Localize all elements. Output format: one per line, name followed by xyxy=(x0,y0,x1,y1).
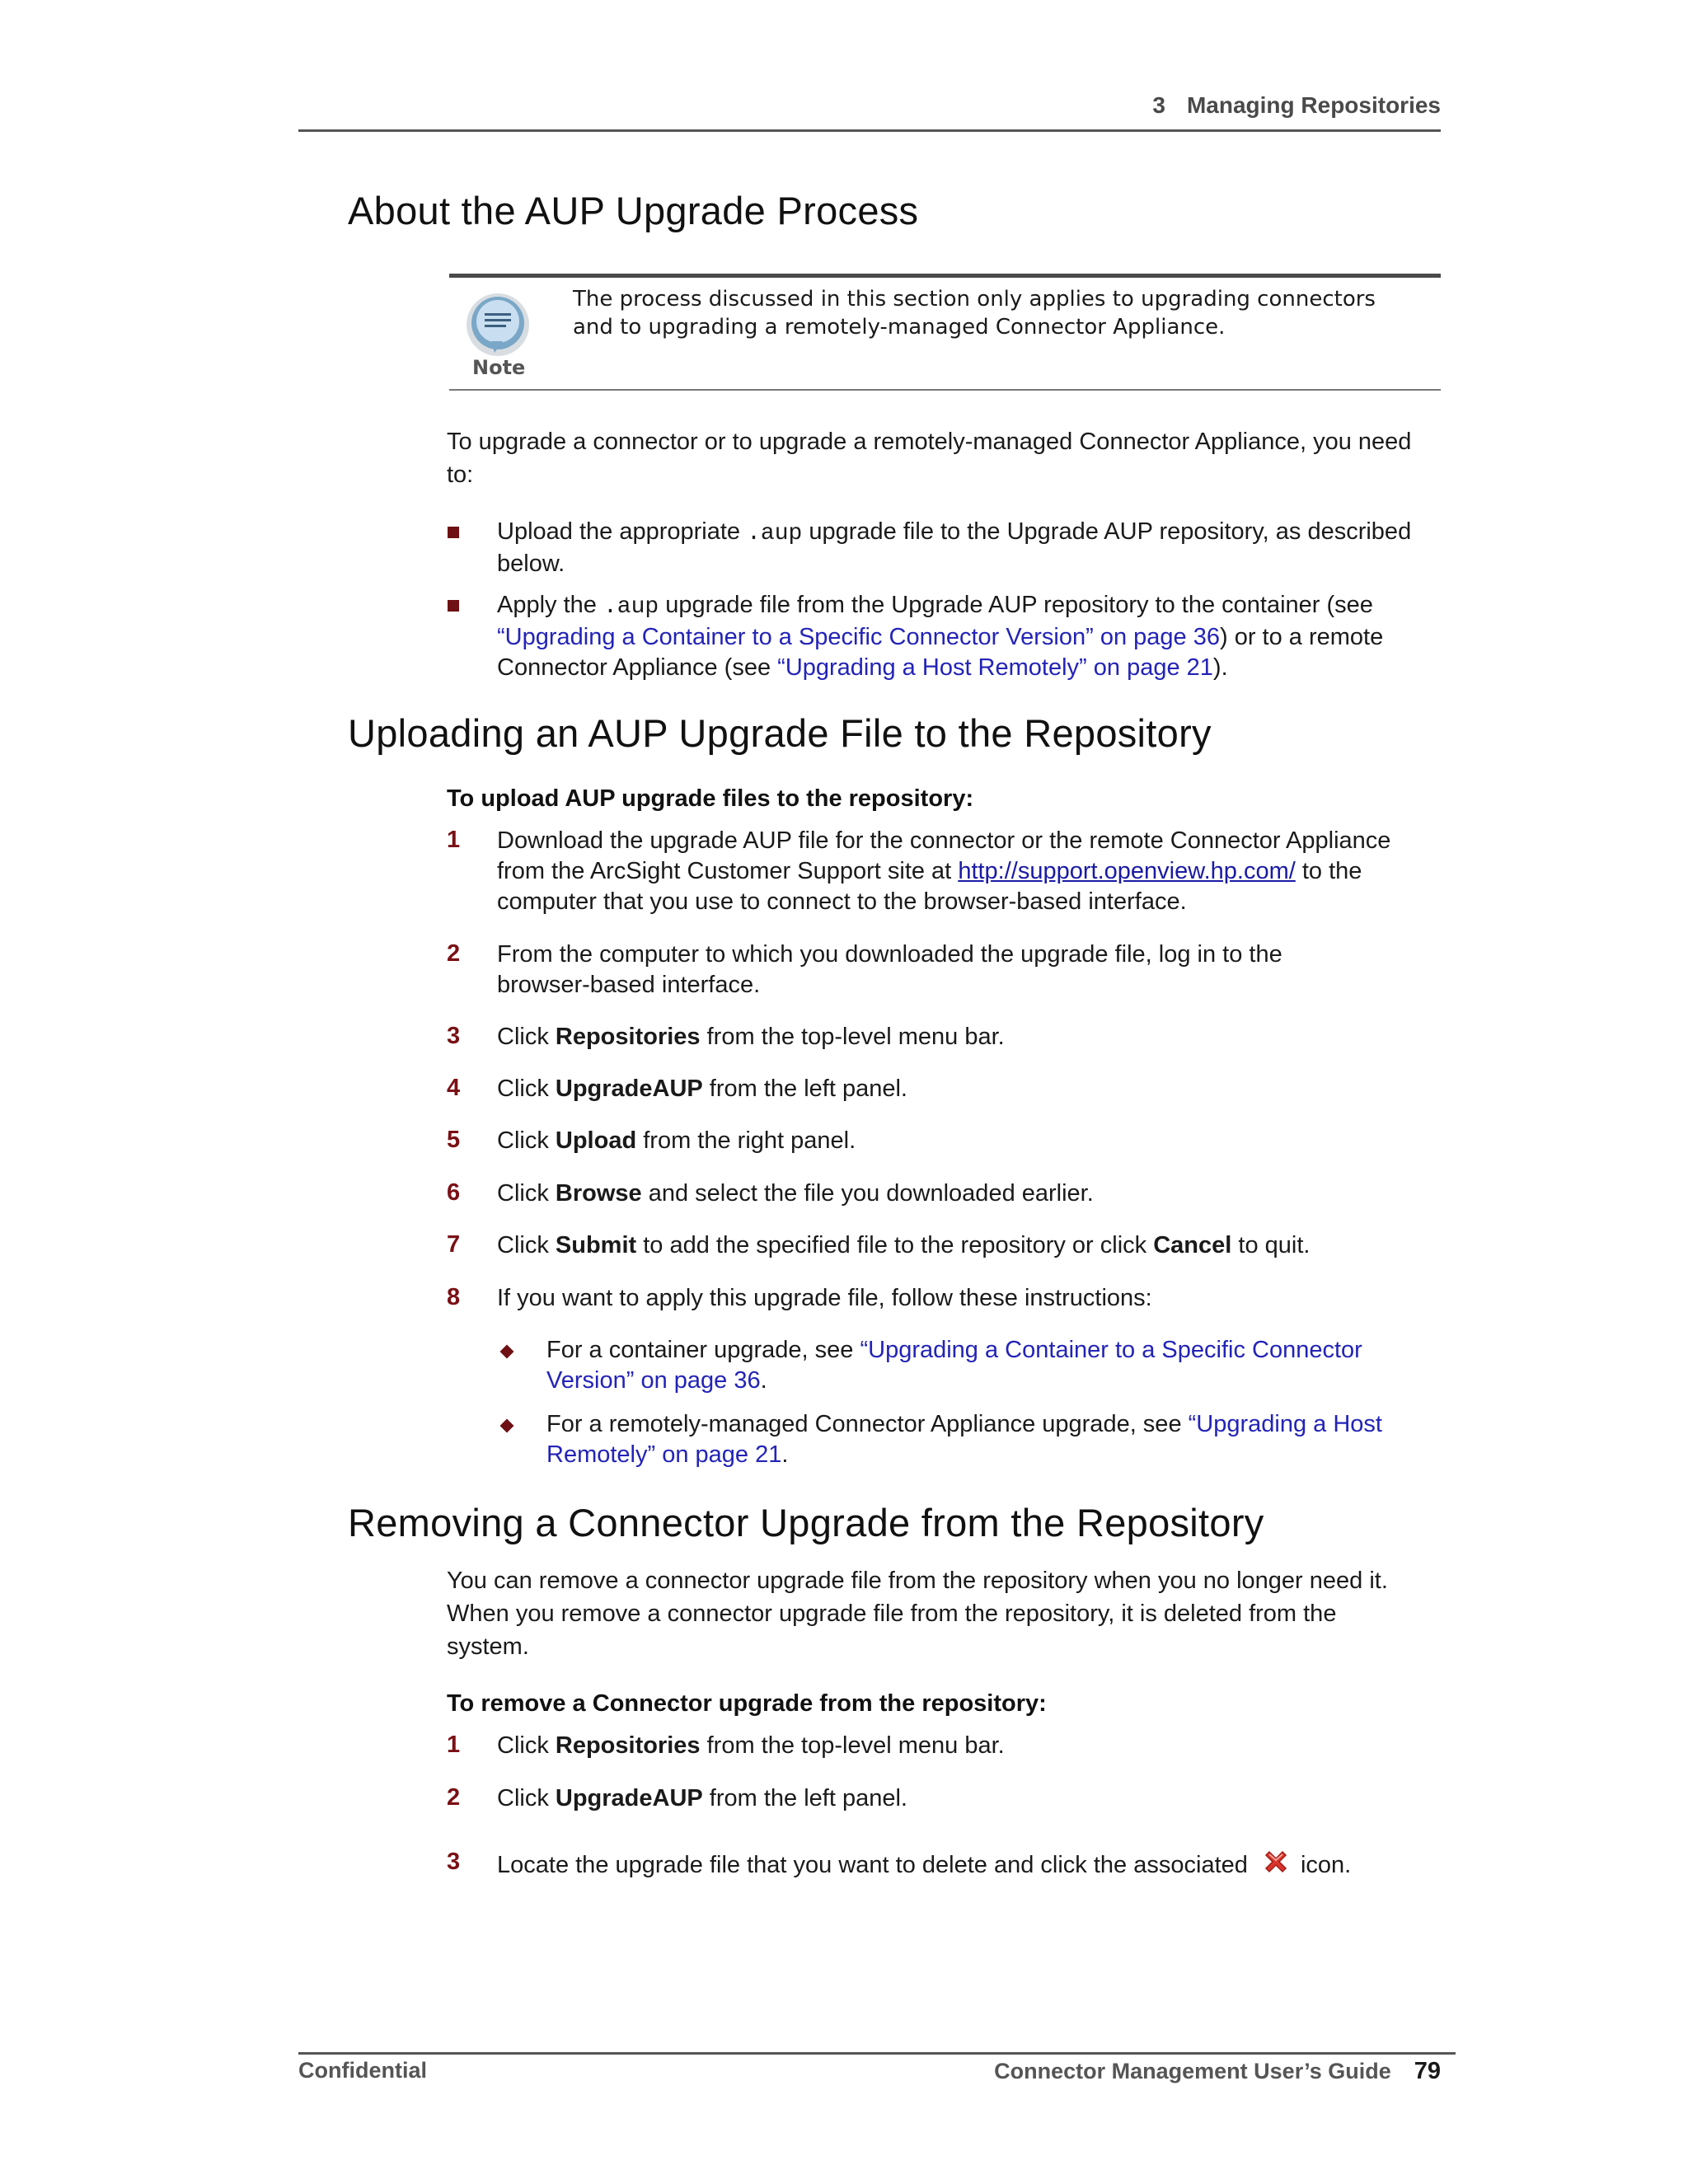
link-upgrading-container[interactable]: “Upgrading a Container to a Specific Connector Version” on page 36 xyxy=(497,624,1220,650)
remove-step2-text-a: Click xyxy=(497,1785,556,1811)
step-number: 6 xyxy=(447,1179,461,1206)
step4-text-c: from the left panel. xyxy=(702,1076,907,1102)
remove-intro-line-1: You can remove a connector upgrade file from the repository when you no longer need it. xyxy=(447,1568,1388,1594)
bullet2-text-b: upgrade file from the Upgrade AUP repository to the container (see xyxy=(659,592,1373,618)
aup-code: .aup xyxy=(603,594,659,620)
ui-term-cancel: Cancel xyxy=(1153,1232,1232,1258)
link-upgrading-host-line1[interactable]: “Upgrading a Host xyxy=(1188,1411,1382,1437)
bullet2-text-e: ). xyxy=(1212,654,1228,681)
bullet2-text-c: ) or to a remote xyxy=(1219,624,1384,650)
step-click-submit xyxy=(497,1230,1310,1261)
ui-term-upgradeaup: UpgradeAUP xyxy=(555,1785,703,1811)
chapter-title: Managing Repositories xyxy=(1186,92,1441,118)
link-upgrading-container-line1[interactable]: “Upgrading a Container to a Specific Connector xyxy=(860,1337,1362,1363)
footer-rule xyxy=(298,2052,1456,2055)
step-number: 1 xyxy=(447,827,461,853)
step-number: 1 xyxy=(447,1732,461,1758)
chapter-number: 3 xyxy=(1152,92,1165,118)
footer-guide xyxy=(994,2058,1441,2085)
step-number: 7 xyxy=(447,1231,461,1258)
remove-step2-text-c: from the left panel. xyxy=(702,1785,907,1811)
note-top-rule xyxy=(449,274,1441,278)
step-number: 8 xyxy=(447,1284,461,1310)
remove-step3-text-a: Locate the upgrade file that you want to delete and click the associated xyxy=(497,1852,1248,1878)
bullet-marker xyxy=(448,527,459,538)
sub1-text-a: For a container upgrade, see xyxy=(546,1337,860,1363)
step-number: 3 xyxy=(447,1023,461,1049)
step-click-upload xyxy=(497,1126,856,1156)
sub-bullet-container-upgrade xyxy=(546,1335,1445,1396)
step-number: 5 xyxy=(447,1127,461,1153)
diamond-bullet xyxy=(500,1345,514,1359)
step-number: 2 xyxy=(447,940,461,967)
remove-step-click-upgradeaup xyxy=(497,1783,907,1814)
ui-term-repositories: Repositories xyxy=(555,1024,701,1050)
step4-text-a: Click xyxy=(497,1076,556,1102)
section-title-uploading-aup: Uploading an AUP Upgrade File to the Repository xyxy=(348,711,1212,755)
step-login xyxy=(497,940,1453,1001)
step-apply-instructions: If you want to apply this upgrade file, follow these instructions: xyxy=(497,1285,1152,1311)
bullet2-text-a: Apply the xyxy=(497,592,603,618)
intro-paragraph xyxy=(447,425,1452,491)
bullet1-line-2: below. xyxy=(497,551,565,577)
step6-text-a: Click xyxy=(497,1180,556,1207)
step5-text-c: from the right panel. xyxy=(636,1127,856,1154)
red-x-delete-icon[interactable] xyxy=(1261,1848,1291,1877)
note-icon xyxy=(463,290,532,381)
remove-intro-line-3: system. xyxy=(447,1633,529,1660)
step7-text-a: Click xyxy=(497,1232,556,1258)
link-upgrading-host[interactable]: “Upgrading a Host Remotely” on page 21 xyxy=(777,654,1213,681)
remove-step1-text-c: from the top-level menu bar. xyxy=(700,1732,1005,1759)
bullet1-text-b: upgrade file to the Upgrade AUP repository, as described xyxy=(802,518,1412,545)
bullet1-text-a: Upload the appropriate xyxy=(497,518,748,545)
remove-step-delete xyxy=(497,1848,1453,1881)
link-upgrading-container-line2[interactable]: Version” on page 36 xyxy=(546,1367,761,1394)
intro-line-1: To upgrade a connector or to upgrade a remotely-managed Connector Appliance, you need xyxy=(447,429,1412,455)
running-head xyxy=(1152,92,1441,119)
page-number: 79 xyxy=(1414,2058,1441,2084)
footer-confidential: Confidential xyxy=(298,2058,427,2083)
step-click-repositories xyxy=(497,1022,1005,1052)
ui-term-upgradeaup: UpgradeAUP xyxy=(555,1076,703,1102)
bullet2-text-d: Connector Appliance (see xyxy=(497,654,778,681)
procedure-title-upload: To upload AUP upgrade files to the repository: xyxy=(447,785,974,812)
diamond-bullet xyxy=(500,1419,514,1433)
step2-line-1: From the computer to which you downloaded the upgrade file, log in to the xyxy=(497,941,1282,968)
note-label: Note xyxy=(472,356,526,379)
section-title-removing-upgrade: Removing a Connector Upgrade from the Repository xyxy=(348,1501,1264,1544)
remove-intro-line-2: When you remove a connector upgrade file from the repository, it is deleted from the xyxy=(447,1601,1337,1627)
step-number: 2 xyxy=(447,1784,461,1811)
bullet-apply xyxy=(497,590,1453,683)
remove-intro-paragraph xyxy=(447,1564,1452,1663)
remove-step1-text-a: Click xyxy=(497,1732,556,1759)
sub2-end: . xyxy=(781,1441,789,1468)
step-download xyxy=(497,826,1453,917)
ui-term-repositories: Repositories xyxy=(555,1732,701,1759)
bullet-upload xyxy=(497,517,1445,579)
bullet-marker xyxy=(448,600,459,612)
remove-step-click-repositories xyxy=(497,1731,1005,1761)
step-click-browse xyxy=(497,1179,1094,1209)
ui-term-submit: Submit xyxy=(555,1232,637,1258)
intro-line-2: to: xyxy=(447,462,474,488)
note-line-1: The process discussed in this section only applies to upgrading connectors xyxy=(573,287,1376,312)
footer-guide-title: Connector Management User’s Guide xyxy=(994,2059,1391,2083)
ui-term-browse: Browse xyxy=(555,1180,642,1207)
sub1-end: . xyxy=(760,1367,767,1394)
step3-text-a: Click xyxy=(497,1024,556,1050)
header-rule xyxy=(298,129,1441,132)
step1-line-2b: to the xyxy=(1295,858,1362,884)
aup-code: .aup xyxy=(747,521,803,546)
step-number: 3 xyxy=(447,1849,461,1875)
step5-text-a: Click xyxy=(497,1127,556,1154)
sub-bullet-appliance-upgrade xyxy=(546,1409,1453,1470)
step7-text-c: to add the specified file to the repository or click xyxy=(636,1232,1154,1258)
step3-text-c: from the top-level menu bar. xyxy=(700,1024,1005,1050)
step6-text-c: and select the file you downloaded earlier. xyxy=(641,1180,1094,1207)
link-upgrading-host-line2[interactable]: Remotely” on page 21 xyxy=(546,1441,782,1468)
note-text xyxy=(573,285,1414,341)
step-number: 4 xyxy=(447,1075,461,1101)
note-bottom-rule xyxy=(449,389,1441,391)
support-url-link[interactable]: http://support.openview.hp.com/ xyxy=(958,858,1296,884)
procedure-title-remove: To remove a Connector upgrade from the repository: xyxy=(447,1690,1047,1717)
section-title-about-aup: About the AUP Upgrade Process xyxy=(348,189,919,232)
ui-term-upload: Upload xyxy=(555,1127,637,1154)
remove-step3-text-b: icon. xyxy=(1300,1852,1352,1878)
step1-line-2a: from the ArcSight Customer Support site at xyxy=(497,858,959,884)
step-click-upgradeaup xyxy=(497,1074,907,1104)
step7-text-e: to quit. xyxy=(1231,1232,1311,1258)
sub2-text-a: For a remotely-managed Connector Appliance upgrade, see xyxy=(546,1411,1189,1437)
note-line-2: and to upgrading a remotely-managed Connector Appliance. xyxy=(573,315,1226,340)
step1-line-1: Download the upgrade AUP file for the connector or the remote Connector Appliance xyxy=(497,827,1391,854)
step2-line-2: browser-based interface. xyxy=(497,972,761,998)
step1-line-3: computer that you use to connect to the browser-based interface. xyxy=(497,888,1187,915)
